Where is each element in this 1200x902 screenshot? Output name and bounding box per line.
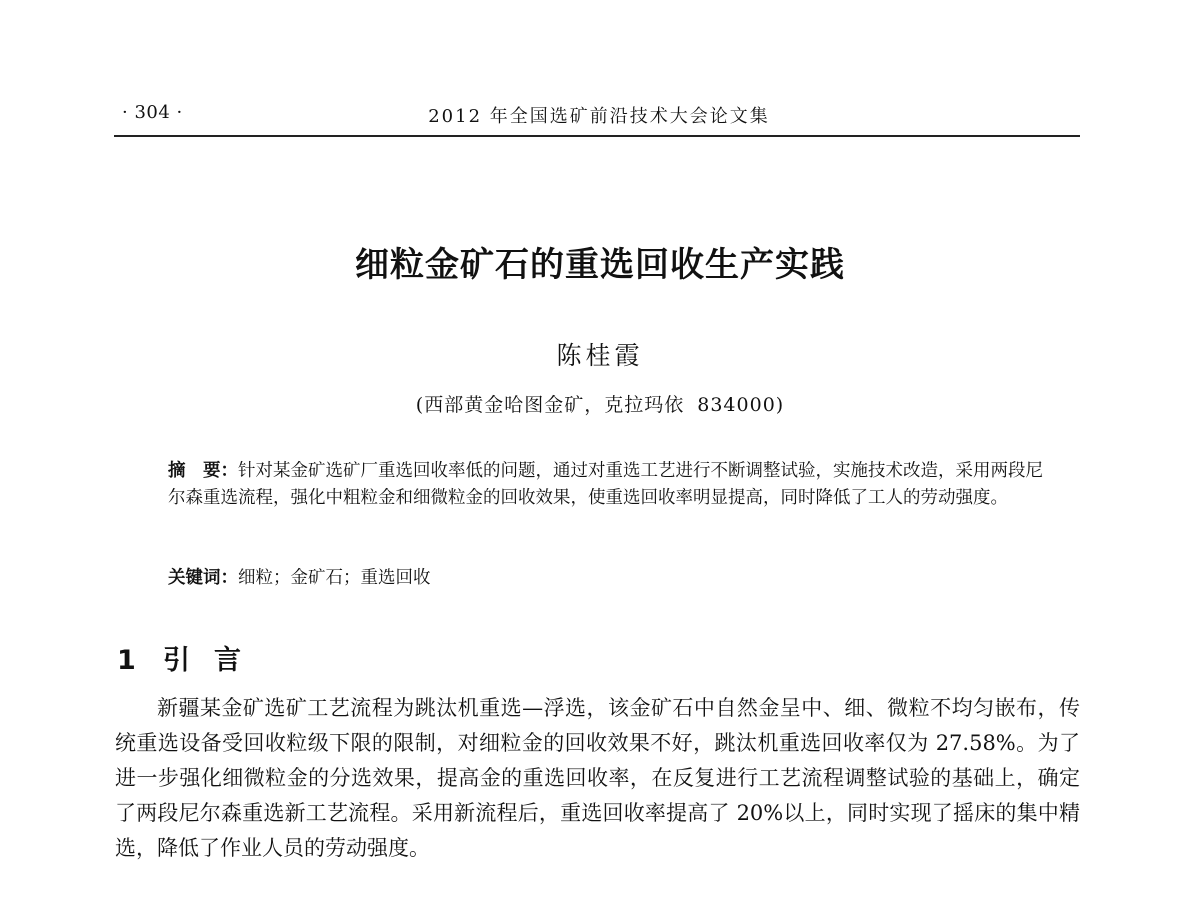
header-divider — [114, 135, 1080, 137]
keywords-text: 细粒；金矿石；重选回收 — [238, 568, 431, 588]
author-affiliation: (西部黄金哈图金矿，克拉玛依 834000) — [415, 394, 785, 416]
author-name: 陈桂霞 — [556, 341, 644, 370]
body-paragraph: 新疆某金矿选矿工艺流程为跳汰机重选—浮选，该金矿石中自然金呈中、细、微粒不均匀嵌布，传统重选设备受回收粒级下限的限制，对细粒金的回收效果不好，跳汰机重选回收率仅为 27.58%。为了进一步强化细微粒金的分选效果，提高金的重选回收率，在反复进行工艺流程调整试验的基础上，确定了两段尼尔森重选新工艺流程。采用新流程后，重选回收率提高了 20%以上，同时实现了摇床的集中精选，降低了作业人员的劳动强度。 — [115, 696, 1080, 860]
keywords-label: 关键词： — [168, 568, 238, 588]
running-header — [118, 100, 1080, 130]
paper-title: 细粒金矿石的重选回收生产实践 — [355, 245, 845, 285]
keywords — [168, 565, 1048, 592]
page-number: · 304 · — [122, 102, 183, 123]
section-heading — [117, 638, 265, 677]
abstract-text: 针对某金矿选矿厂重选回收率低的问题，通过对重选工艺进行不断调整试验，实施技术改造，采用两段尼尔森重选流程，强化中粗粒金和细微粒金的回收效果，使重选回收率明显提高，同时降低了工人的劳动强度。 — [168, 461, 1043, 508]
abstract-label: 摘 要： — [168, 461, 238, 481]
section-number: 1 — [117, 645, 136, 676]
abstract — [168, 458, 1048, 512]
journal-title: 2012 年全国选矿前沿技术大会论文集 — [428, 106, 770, 127]
section-title: 引言 — [163, 645, 265, 676]
